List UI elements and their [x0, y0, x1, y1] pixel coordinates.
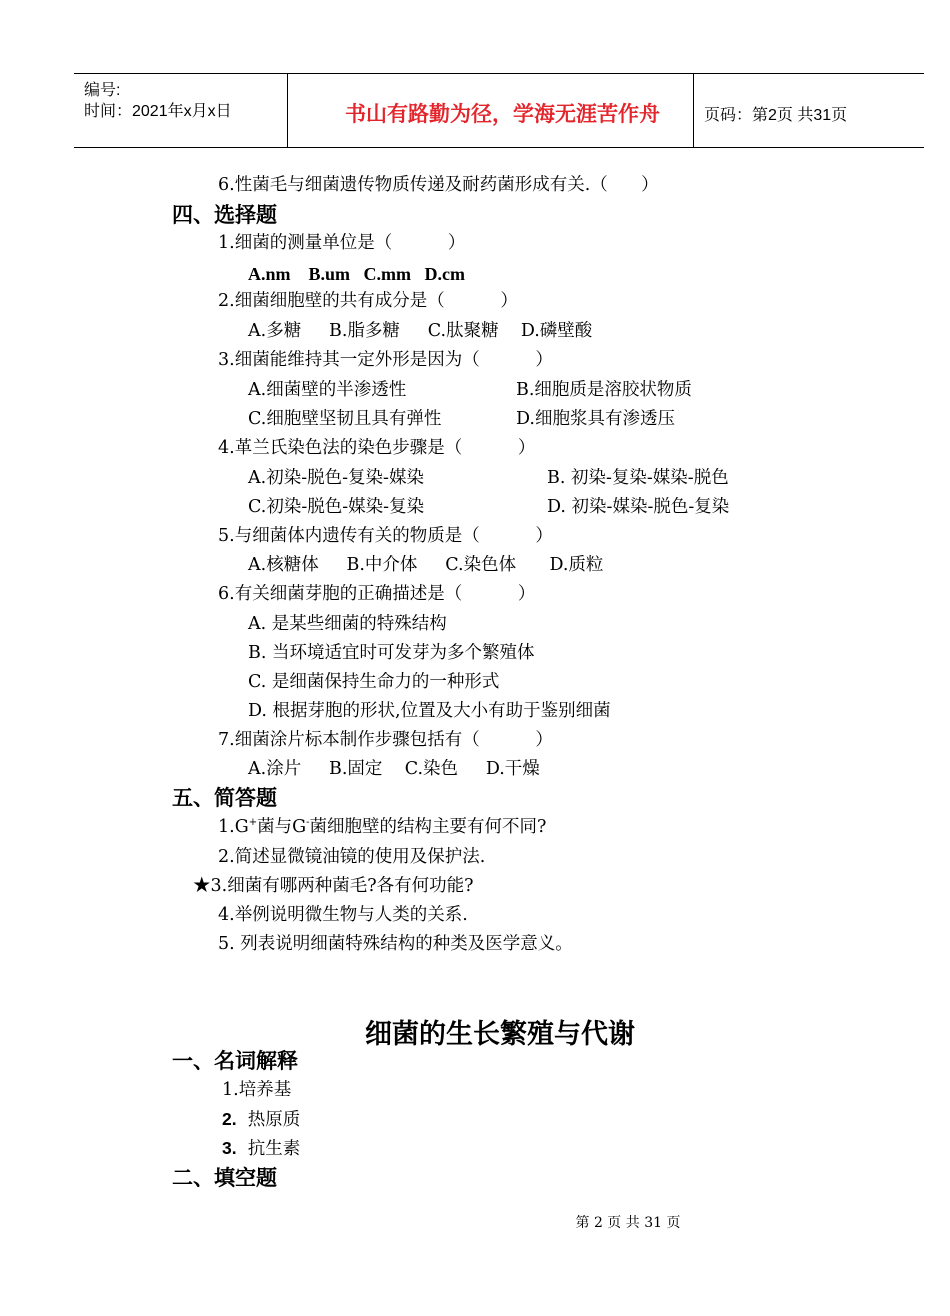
term-2: [222, 1108, 300, 1131]
header-page-label: 页码：第2页 共31页: [704, 107, 848, 124]
question-6: 6.有关细菌芽胞的正确描述是（ ）: [218, 584, 536, 604]
sa1-part-a: 1.G: [218, 817, 249, 837]
header-motto: 书山有路勤为径，学海无涯苦作舟: [345, 102, 660, 126]
question-5-options: A.核糖体 B.中介体 C.染色体 D.质粒: [248, 555, 604, 575]
page-footer: 第 2 页 共 31 页: [575, 1215, 681, 1231]
term-2-number: 2.: [222, 1109, 237, 1129]
question-7-options: A.涂片 B.固定 C.染色 D.干燥: [248, 759, 540, 779]
question-3-option-d: D.细胞浆具有渗透压: [516, 409, 675, 429]
truefalse-item-6: 6.性菌毛与细菌遗传物质传递及耐药菌形成有关.（ ）: [218, 175, 659, 195]
question-3-option-c: C.细胞壁坚韧且具有弹性: [248, 409, 442, 429]
question-2-options: A.多糖 B.脂多糖 C.肽聚糖 D.磷壁酸: [248, 321, 593, 341]
header-divider: [693, 74, 694, 147]
term-1: 1.培养基: [222, 1080, 292, 1100]
gram-negative-sign: -: [306, 817, 310, 829]
question-6-option-c: C. 是细菌保持生命力的一种形式: [248, 672, 500, 692]
term-3-text: 抗生素: [236, 1139, 301, 1159]
short-answer-1: [218, 816, 546, 838]
chapter-title: 细菌的生长繁殖与代谢: [365, 1019, 635, 1050]
gram-positive-sign: +: [248, 817, 258, 829]
question-4: 4.革兰氏染色法的染色步骤是（ ）: [218, 438, 536, 458]
question-4-option-c: C.初染-脱色-媒染-复染: [248, 497, 425, 517]
term-2-text: 热原质: [236, 1110, 301, 1130]
short-answer-5: 5. 列表说明细菌特殊结构的种类及医学意义。: [218, 934, 573, 954]
short-answer-4: 4.举例说明微生物与人类的关系.: [218, 905, 468, 925]
time-label: 时间：2021年x月x日: [84, 103, 232, 120]
header-divider: [287, 74, 288, 147]
section-heading-terms: 一、名词解释: [172, 1049, 298, 1073]
question-6-option-b: B. 当环境适宜时可发芽为多个繁殖体: [248, 643, 535, 663]
question-3: 3.细菌能维持其一定外形是因为（ ）: [218, 350, 553, 370]
short-answer-3: ★3.细菌有哪两种菌毛?各有何功能?: [193, 876, 474, 896]
question-6-option-a: A. 是某些细菌的特殊结构: [248, 614, 447, 634]
term-3: [222, 1137, 300, 1160]
code-label: 编号:: [84, 82, 121, 99]
question-3-option-b: B.细胞质是溶胶状物质: [516, 380, 692, 400]
short-answer-2: 2.简述显微镜油镜的使用及保护法.: [218, 847, 486, 867]
term-3-number: 3.: [222, 1138, 237, 1158]
question-3-option-a: A.细菌壁的半渗透性: [248, 380, 407, 400]
question-4-option-d: D. 初染-媒染-脱色-复染: [547, 497, 730, 517]
question-4-option-a: A.初染-脱色-复染-媒染: [248, 468, 424, 488]
question-4-option-b: B. 初染-复染-媒染-脱色: [547, 468, 729, 488]
sa1-part-c: 菌细胞壁的结构主要有何不同?: [309, 817, 547, 837]
question-2: 2.细菌细胞壁的共有成分是（ ）: [218, 291, 518, 311]
question-5: 5.与细菌体内遗传有关的物质是（ ）: [218, 526, 553, 546]
section-heading-short-answer: 五、简答题: [172, 786, 277, 810]
sa1-part-b: 菌与G: [257, 817, 307, 837]
section-heading-choice: 四、选择题: [172, 203, 277, 227]
question-1: 1.细菌的测量单位是（ ）: [218, 233, 466, 253]
header-meta: [84, 80, 232, 122]
question-7: 7.细菌涂片标本制作步骤包括有（ ）: [218, 730, 553, 750]
question-6-option-d: D. 根据芽胞的形状,位置及大小有助于鉴别细菌: [248, 701, 611, 721]
section-heading-fill-blank: 二、填空题: [172, 1166, 277, 1190]
question-1-options: A.nm B.um C.mm D.cm: [248, 264, 465, 284]
page-header: [74, 73, 924, 148]
